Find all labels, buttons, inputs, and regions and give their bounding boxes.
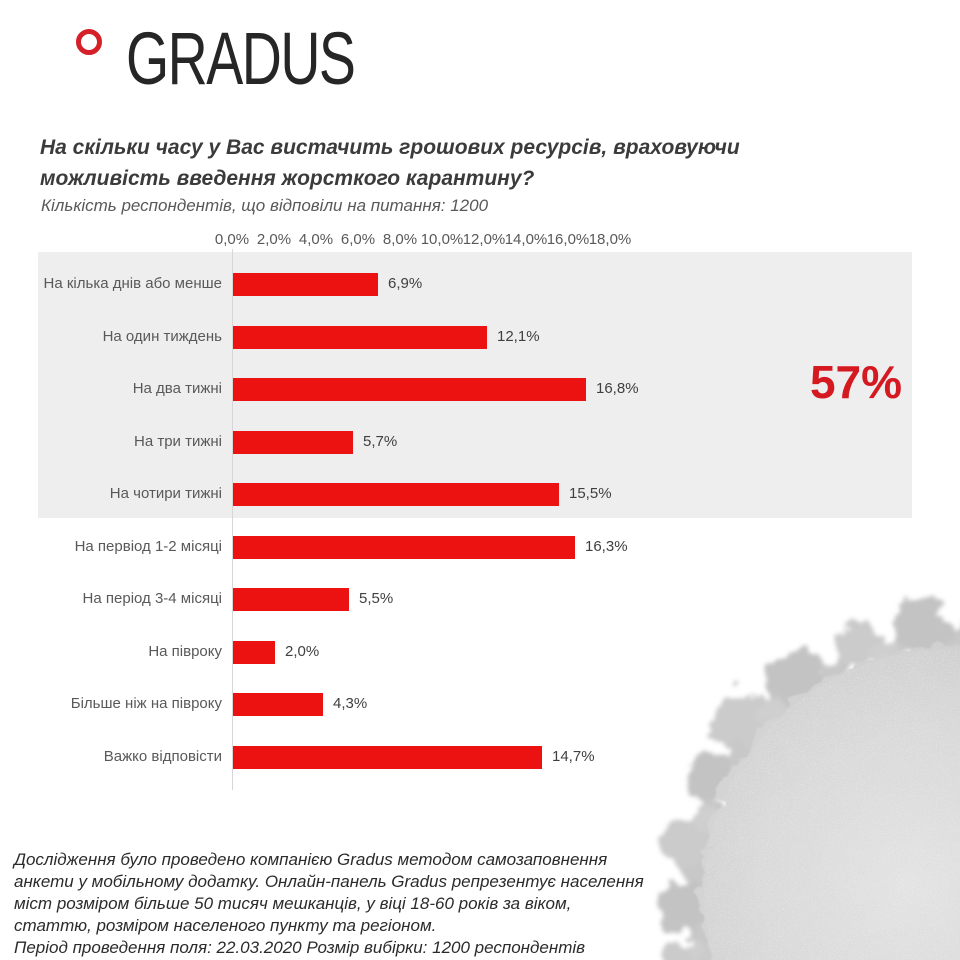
chart-subtitle: Кількість респондентів, що відповіли на питання: 1200 bbox=[41, 196, 489, 215]
x-axis-tick-label: 18,0% bbox=[588, 231, 632, 248]
category-label: Важко відповісти bbox=[103, 748, 222, 765]
value-label: 12,1% bbox=[497, 328, 540, 345]
field-period-line: Період проведення поля: 22.03.2020 Розмір вибірки: 1200 респондентів bbox=[14, 938, 586, 957]
methodology-line: міст розміром більше 50 тисяч мешканців, у віці 18-60 років за віком, bbox=[14, 894, 572, 913]
category-label: На два тижні bbox=[132, 380, 222, 397]
x-axis-tick-label: 14,0% bbox=[504, 231, 548, 248]
logo-text: GRADUS bbox=[126, 17, 355, 100]
bar bbox=[233, 483, 559, 506]
x-axis-tick-label: 10,0% bbox=[420, 231, 464, 248]
x-axis-tick-label: 0,0% bbox=[214, 231, 250, 248]
chart-title-line1: На скільки часу у Вас вистачить грошових ресурсів, враховуючи bbox=[40, 136, 740, 159]
category-label: На три тижні bbox=[133, 433, 222, 450]
bar bbox=[233, 326, 487, 349]
bar bbox=[233, 378, 586, 401]
bar bbox=[233, 536, 575, 559]
category-label: На півроку bbox=[148, 643, 222, 660]
bar bbox=[233, 588, 349, 611]
x-axis-tick-label: 4,0% bbox=[298, 231, 334, 248]
x-axis-tick-label: 16,0% bbox=[546, 231, 590, 248]
value-label: 4,3% bbox=[333, 695, 368, 712]
value-label: 16,8% bbox=[596, 380, 639, 397]
value-label: 6,9% bbox=[388, 275, 423, 292]
value-label: 5,7% bbox=[363, 433, 398, 450]
category-label: Більше ніж на півроку bbox=[70, 695, 222, 712]
bar bbox=[233, 641, 275, 664]
category-label: На чотири тижні bbox=[109, 485, 222, 502]
x-axis-tick-label: 2,0% bbox=[256, 231, 292, 248]
chart-title-line2: можливість введення жорсткого карантину? bbox=[40, 167, 535, 190]
x-axis-tick-label: 12,0% bbox=[462, 231, 506, 248]
methodology-line: анкети у мобільному додатку. Онлайн-панель Gradus репрезентує населення bbox=[14, 872, 644, 891]
methodology-line: Дослідження було проведено компанією Gradus методом самозаповнення bbox=[14, 850, 608, 869]
x-axis-tick-label: 8,0% bbox=[382, 231, 418, 248]
bar bbox=[233, 431, 353, 454]
methodology-note bbox=[14, 849, 644, 959]
category-label: На первіод 1-2 місяці bbox=[74, 538, 222, 555]
value-label: 15,5% bbox=[569, 485, 612, 502]
category-label: На кілька днів або менше bbox=[43, 275, 222, 292]
x-axis-tick-label: 6,0% bbox=[340, 231, 376, 248]
bar bbox=[233, 273, 378, 296]
value-label: 14,7% bbox=[552, 748, 595, 765]
bar bbox=[233, 746, 542, 769]
value-label: 5,5% bbox=[359, 590, 394, 607]
category-label: На період 3-4 місяці bbox=[82, 590, 222, 607]
bar bbox=[233, 693, 323, 716]
value-label: 2,0% bbox=[285, 643, 320, 660]
value-label: 16,3% bbox=[585, 538, 628, 555]
category-label: На один тиждень bbox=[102, 328, 222, 345]
methodology-line: статтю, розміром населеного пункту та регіоном. bbox=[14, 916, 437, 935]
highlight-percentage: 57% bbox=[809, 356, 903, 408]
